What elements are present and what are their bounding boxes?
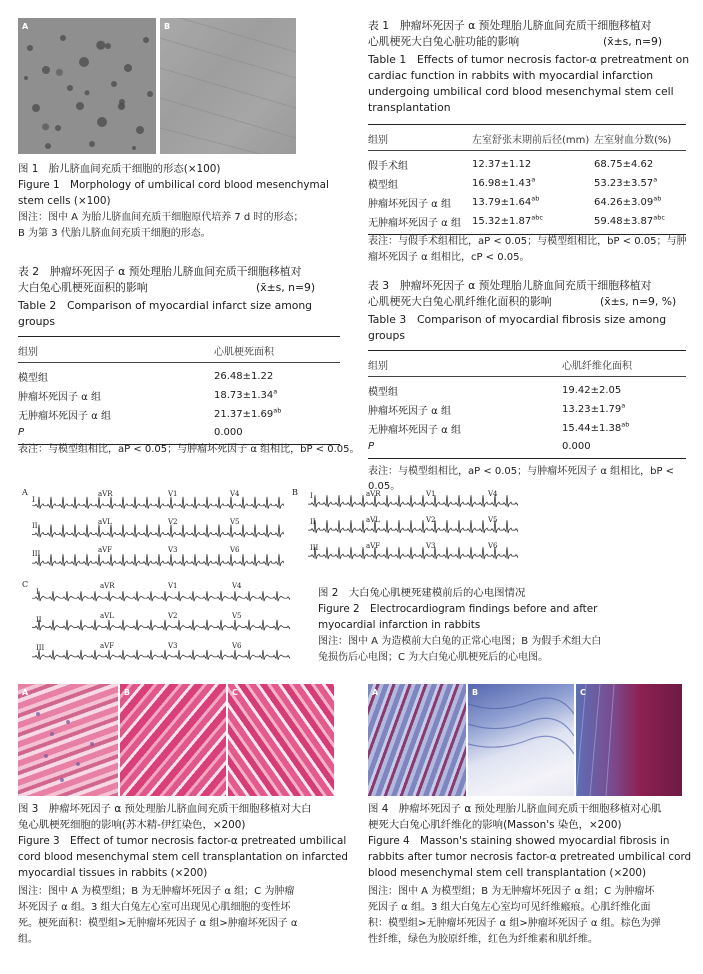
ecg-lead-v3: V3 bbox=[426, 542, 436, 550]
table1-row-lvef: 59.48±3.87 bbox=[594, 216, 654, 227]
figure2-note-2: 兔损伤后心电图；C 为大白兔心肌梗死后的心电图。 bbox=[318, 652, 549, 663]
ecg-lead-v1: V1 bbox=[168, 490, 178, 498]
table3-row-sup: a bbox=[621, 401, 626, 410]
ecg-trace-line bbox=[308, 495, 518, 507]
figure4-panel-b-image bbox=[468, 684, 574, 796]
table-row bbox=[368, 174, 686, 193]
table3-title-en-1: Table 3 Comparison of myocardial fibrosis size among bbox=[368, 313, 667, 326]
table2-title-cn-1: 表 2 肿瘤坏死因子 α 预处理胎儿脐血间充质干细胞移植对 bbox=[18, 265, 302, 278]
figure2-panel-c-label: C bbox=[22, 580, 29, 589]
ecg-lead-ii: II bbox=[36, 616, 42, 624]
figure3-panel-b-image bbox=[120, 684, 226, 796]
ecg-trace-line bbox=[32, 554, 284, 566]
figure1-panel-a-label: A bbox=[22, 22, 29, 31]
table1-title-cn-1: 表 1 肿瘤坏死因子 α 预处理胎儿脐血间充质干细胞移植对 bbox=[368, 19, 652, 32]
ecg-lead-v1: V1 bbox=[426, 490, 436, 498]
figure3-panel-b-label: B bbox=[124, 688, 131, 697]
table2-title-cn-2: 大白兔心肌梗死面积的影响 bbox=[18, 281, 148, 294]
ecg-lead-v4: V4 bbox=[232, 582, 242, 590]
ecg-lead-avf: aVF bbox=[366, 542, 381, 550]
table3-header-value: 心肌纤维化面积 bbox=[562, 351, 686, 377]
ecg-lead-avf: aVF bbox=[98, 546, 113, 554]
table1-row-lvef-sup: ab bbox=[653, 194, 662, 203]
ecg-lead-avl: aVL bbox=[366, 516, 380, 524]
figure4-caption-cn-2: 梗死大白兔心肌纤维化的影响(Masson's 染色，×200) bbox=[368, 819, 622, 831]
table-row bbox=[368, 400, 686, 419]
table3-title-cn-1: 表 3 肿瘤坏死因子 α 预处理胎儿脐血间充质干细胞移植对 bbox=[368, 279, 652, 292]
figure2-panel-b bbox=[292, 488, 518, 566]
table2-title-en-1: Table 2 Comparison of myocardial infarct size among bbox=[18, 299, 313, 312]
figure4-note-1: 图注：图中 A 为模型组；B 为无肿瘤坏死因子 α 组；C 为肿瘤坏 bbox=[368, 886, 655, 897]
table3-p-value: 0.000 bbox=[562, 441, 591, 452]
table2-row-value: 18.73±1.34 bbox=[214, 390, 274, 401]
figure3-caption-cn-1: 图 3 肿瘤坏死因子 α 预处理胎儿脐血间充质干细胞移植对大白 bbox=[18, 803, 312, 815]
figure2-panel-b-trace bbox=[308, 488, 518, 566]
ecg-lead-v2: V2 bbox=[168, 518, 178, 526]
figure2-panel-a-trace bbox=[32, 488, 284, 574]
ecg-lead-v3: V3 bbox=[168, 546, 178, 554]
table1-row-lvedd: 15.32±1.87 bbox=[472, 216, 532, 227]
table3-row-sup: ab bbox=[621, 420, 630, 429]
ecg-lead-avr: aVR bbox=[98, 490, 113, 498]
table1-header-lvef: 左室射血分数(%) bbox=[594, 125, 686, 151]
table1 bbox=[368, 124, 686, 235]
ecg-lead-avr: aVR bbox=[366, 490, 381, 498]
figure2-caption-en-2: myocardial infarction in rabbits bbox=[318, 619, 481, 631]
table2-row-sup: ab bbox=[273, 406, 282, 415]
figure4-panel-c-image bbox=[576, 684, 682, 796]
table3 bbox=[368, 350, 686, 459]
figure3-panel-a-texture bbox=[18, 684, 118, 796]
table3-row-group: 肿瘤坏死因子 α 组 bbox=[368, 406, 451, 417]
figure1-note-1: 图注：图中 A 为胎儿脐血间充质干细胞原代培养 7 d 时的形态； bbox=[18, 212, 304, 223]
ecg-lead-avf: aVF bbox=[100, 642, 115, 650]
ecg-trace-line bbox=[32, 525, 284, 538]
table1-row-lvef-sup: a bbox=[653, 175, 658, 184]
figure1-caption-en-1: Figure 1 Morphology of umbilical cord blood mesenchymal bbox=[18, 179, 329, 191]
table1-header-lvedd: 左室舒张末期前后径(mm) bbox=[472, 125, 594, 151]
figure2-panel-c bbox=[22, 580, 290, 668]
ecg-lead-v3: V3 bbox=[168, 642, 178, 650]
table2-header-value: 心肌梗死面积 bbox=[214, 337, 340, 363]
figure4-panel-c-label: C bbox=[580, 688, 586, 697]
figure3-note-2: 坏死因子 α 组。3 组大白兔左心室可出现见心肌细胞的变性坏 bbox=[18, 902, 291, 913]
ecg-lead-v1: V1 bbox=[168, 582, 178, 590]
figure3-panel-c-image bbox=[228, 684, 334, 796]
ecg-lead-ii: II bbox=[310, 518, 316, 526]
table2-row-value: 21.37±1.69 bbox=[214, 409, 274, 420]
table1-row-group: 假手术组 bbox=[368, 161, 408, 172]
table-row bbox=[368, 193, 686, 212]
ecg-trace-line bbox=[32, 620, 290, 631]
figure4-panel-b-label: B bbox=[472, 688, 479, 697]
table-row bbox=[368, 151, 686, 175]
ecg-lead-v4: V4 bbox=[488, 490, 498, 498]
table1-row-group: 肿瘤坏死因子 α 组 bbox=[368, 199, 451, 210]
ecg-lead-v5: V5 bbox=[230, 518, 240, 526]
table1-stat: (x̄±s, n=9) bbox=[603, 35, 663, 48]
figure3-panel-a-image bbox=[18, 684, 118, 796]
figure4-caption-en-1: Figure 4 Masson's staining showed myocardial fibrosis in bbox=[368, 835, 670, 847]
table1-row-lvedd: 16.98±1.43 bbox=[472, 178, 532, 189]
ecg-lead-v6: V6 bbox=[230, 546, 240, 554]
table2-row-group: 肿瘤坏死因子 α 组 bbox=[18, 392, 101, 403]
table1-row-group: 无肿瘤坏死因子 α 组 bbox=[368, 218, 461, 229]
ecg-lead-i: I bbox=[36, 588, 39, 596]
figure3-panel-c-label: C bbox=[232, 688, 238, 697]
table3-p-label: P bbox=[368, 441, 375, 452]
figure4-caption-en-3: blood mesenchymal stem cell transplantation (×200) bbox=[368, 867, 647, 879]
table1-header-group: 组别 bbox=[368, 125, 472, 151]
ecg-lead-i: I bbox=[32, 496, 35, 504]
ecg-lead-v5: V5 bbox=[488, 516, 498, 524]
figure2-panel-a bbox=[22, 488, 284, 574]
table2 bbox=[18, 336, 340, 445]
table3-note: 表注：与模型组相比，aP < 0.05；与肿瘤坏死因子 α 组相比，bP < 0.05。 bbox=[368, 466, 675, 492]
figure4-caption-en-2: rabbits after tumor necrosis factor-α pretreated umbilical cord bbox=[368, 851, 692, 863]
table1-title-cn-2: 心肌梗死大白兔心脏功能的影响 bbox=[368, 35, 520, 48]
ecg-trace-line bbox=[32, 591, 290, 601]
table2-p-value: 0.000 bbox=[214, 427, 243, 438]
table2-row-value: 26.48±1.22 bbox=[214, 371, 274, 382]
table2-row-group: 模型组 bbox=[18, 373, 48, 384]
table1-title-en-3: undergoing umbilical cord blood mesenchymal stem cell bbox=[368, 85, 674, 98]
table1-row-lvedd: 13.79±1.64 bbox=[472, 197, 532, 208]
table1-title-en-4: transplantation bbox=[368, 101, 451, 114]
table-row bbox=[368, 377, 686, 401]
table2-row-group: 无肿瘤坏死因子 α 组 bbox=[18, 411, 111, 422]
figure2-caption-en-1: Figure 2 Electrocardiogram findings before and after bbox=[318, 603, 598, 615]
ecg-lead-v6: V6 bbox=[488, 542, 498, 550]
table1-row-lvedd-sup: a bbox=[531, 175, 536, 184]
figure1-caption-cn: 图 1 胎儿脐血间充质干细胞的形态(×100) bbox=[18, 163, 221, 175]
table2-title-en-2: groups bbox=[18, 315, 55, 328]
table3-row-group: 无肿瘤坏死因子 α 组 bbox=[368, 425, 461, 436]
ecg-trace-line bbox=[308, 547, 518, 559]
table1-title-en-2: cardiac function in rabbits with myocardial infarction bbox=[368, 69, 654, 82]
figure3-caption-en-1: Figure 3 Effect of tumor necrosis factor-α pretreated umbilical bbox=[18, 835, 347, 847]
figure2-caption-cn: 图 2 大白兔心肌梗死建模前后的心电图情况 bbox=[318, 587, 526, 599]
table2-note: 表注：与模型组相比，aP < 0.05；与肿瘤坏死因子 α 组相比，bP < 0.05。 bbox=[18, 444, 360, 455]
table3-row-value: 13.23±1.79 bbox=[562, 404, 622, 415]
figure3-panel-a-label: A bbox=[22, 688, 29, 697]
ecg-lead-iii: III bbox=[36, 644, 45, 652]
figure2-panel-b-label: B bbox=[292, 488, 298, 497]
figure3-caption-en-2: cord blood mesenchymal stem cell transplantation on infarcted bbox=[18, 851, 349, 863]
ecg-trace-line bbox=[32, 497, 284, 509]
ecg-lead-v2: V2 bbox=[426, 516, 436, 524]
ecg-lead-iii: III bbox=[32, 550, 41, 558]
table2-row-sup: a bbox=[273, 387, 278, 396]
table-row bbox=[368, 212, 686, 235]
ecg-lead-v5: V5 bbox=[232, 612, 242, 620]
figure4-caption-cn-1: 图 4 肿瘤坏死因子 α 预处理胎儿脐血间充质干细胞移植对心肌 bbox=[368, 803, 662, 815]
table1-row-group: 模型组 bbox=[368, 180, 398, 191]
table1-row-lvef-sup: abc bbox=[653, 213, 665, 222]
table3-row-value: 19.42±2.05 bbox=[562, 385, 622, 396]
figure3-caption-cn-2: 兔心肌梗死细胞的影响(苏木精-伊红染色，×200) bbox=[18, 819, 246, 831]
table2-p-label: P bbox=[18, 427, 25, 438]
table-row bbox=[18, 363, 340, 387]
ecg-lead-ii: II bbox=[32, 522, 38, 530]
table1-title-en-1: Table 1 Effects of tumor necrosis factor-α pretreatment on bbox=[368, 53, 690, 66]
figure4-panel-c-texture bbox=[576, 684, 682, 796]
ecg-lead-avl: aVL bbox=[98, 518, 112, 526]
table3-row-group: 模型组 bbox=[368, 387, 398, 398]
table-row bbox=[18, 405, 340, 424]
figure1-panel-a-image bbox=[18, 18, 156, 154]
figure1-note-2: B 为第 3 代胎儿脐血间充质干细胞的形态。 bbox=[18, 228, 211, 239]
figure1-panel-b-label: B bbox=[164, 22, 171, 31]
table1-note-2: 瘤坏死因子 α 组相比，cP < 0.05。 bbox=[368, 252, 530, 263]
table1-row-lvedd-sup: ab bbox=[531, 194, 540, 203]
figure1-panel-a-texture bbox=[18, 18, 156, 154]
table-row bbox=[368, 438, 686, 459]
figure3-note-1: 图注：图中 A 为模型组；B 为无肿瘤坏死因子 α 组；C 为肿瘤 bbox=[18, 886, 295, 897]
ecg-lead-avl: aVL bbox=[100, 612, 114, 620]
figure3-note-4: 组。 bbox=[18, 934, 38, 945]
ecg-trace-line bbox=[32, 650, 290, 660]
figure1-panel-b-texture bbox=[160, 18, 296, 154]
table2-header-group: 组别 bbox=[18, 337, 214, 363]
ecg-lead-v6: V6 bbox=[232, 642, 242, 650]
table3-stat: (x̄±s, n=9, %) bbox=[600, 295, 677, 308]
table1-row-lvedd: 12.37±1.12 bbox=[472, 159, 532, 170]
table1-row-lvef: 53.23±3.57 bbox=[594, 178, 654, 189]
table3-row-value: 15.44±1.38 bbox=[562, 423, 622, 434]
table3-title-cn-2: 心肌梗死大白兔心肌纤维化面积的影响 bbox=[368, 295, 552, 308]
figure2-note-1: 图注：图中 A 为造模前大白兔的正常心电图；B 为假手术组大白 bbox=[318, 636, 602, 647]
table1-row-lvef: 68.75±4.62 bbox=[594, 159, 654, 170]
figure4-note-3: 积：模型组>无肿瘤坏死因子 α 组>肿瘤坏死因子 α 组。棕色为弹 bbox=[368, 918, 661, 929]
figure4-note-2: 死因子 α 组。3 组大白兔左心室均可见纤维瘢痕。心肌纤维化面 bbox=[368, 902, 651, 913]
table1-row-lvef: 64.26±3.09 bbox=[594, 197, 654, 208]
table1-note-1: 表注：与假手术组相比，aP < 0.05；与模型组相比，bP < 0.05；与肿 bbox=[368, 236, 687, 247]
figure4-panel-b-texture bbox=[468, 684, 574, 796]
table2-stat: (x̄±s, n=9) bbox=[256, 281, 316, 294]
ecg-lead-v2: V2 bbox=[168, 612, 178, 620]
figure2-panel-c-trace bbox=[32, 580, 290, 668]
table-row bbox=[368, 419, 686, 438]
figure2-panel-a-label: A bbox=[22, 488, 28, 497]
table3-title-en-2: groups bbox=[368, 329, 405, 342]
figure4-note-4: 性纤维，绿色为胶原纤维，红色为纤维素和肌纤维。 bbox=[368, 934, 598, 945]
ecg-lead-iii: III bbox=[310, 544, 319, 552]
ecg-lead-avr: aVR bbox=[100, 582, 115, 590]
figure1-panel-b-image bbox=[160, 18, 296, 154]
table-row bbox=[18, 386, 340, 405]
ecg-lead-v4: V4 bbox=[230, 490, 240, 498]
ecg-trace-line bbox=[308, 520, 518, 533]
figure3-note-3: 死。梗死面积：模型组>无肿瘤坏死因子 α 组>肿瘤坏死因子 α bbox=[18, 918, 298, 929]
table1-row-lvedd-sup: abc bbox=[531, 213, 543, 222]
figure4-panel-a-label: A bbox=[372, 688, 379, 697]
figure1-caption-en-2: stem cells (×100) bbox=[18, 195, 111, 207]
figure4-panel-a-image bbox=[368, 684, 466, 796]
figure3-caption-en-3: myocardial tissues in rabbits (×200) bbox=[18, 867, 208, 879]
ecg-lead-i: I bbox=[310, 492, 313, 500]
table3-header-group: 组别 bbox=[368, 351, 562, 377]
